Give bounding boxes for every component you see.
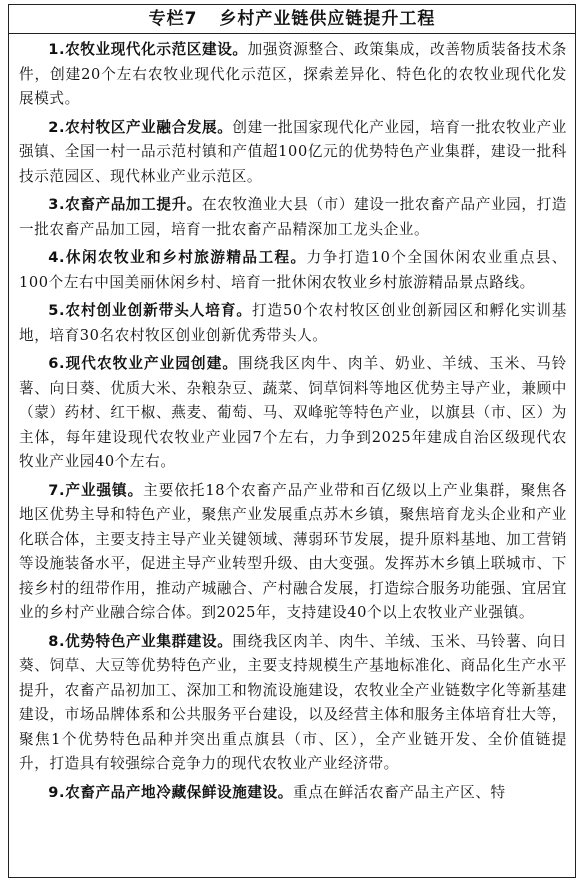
item-5 bbox=[19, 299, 567, 348]
item-9 bbox=[19, 781, 567, 806]
item-text: 主要依托18个农畜产品产业带和百亿级以上产业集群，聚焦各地区优势主导和特色产业，聚焦产业发展重点苏木乡镇，聚焦培育龙头企业和产业化联合体，主要支持主导产业关键领域、薄弱环节发展，提升原料基地、加工营销等设施装备水平，促进主导产业转型升级、由大变强。发挥苏木乡镇上联城市、下接乡村的纽带作用，推动产城融合、产村融合发展，打造综合服务功能强、宜居宜业的乡村产业融合综合体。到2025年，支持建设40个以上农牧业产业强镇。 bbox=[19, 481, 568, 621]
item-text: 加强资源整合、政策集成，改善物质装备技术条件，创建20个左右农牧业现代化示范区，探索差异化、特色化的农牧业现代化发展模式。 bbox=[19, 41, 567, 107]
item-heading: 4.休闲农牧业和乡村旅游精品工程。 bbox=[48, 249, 307, 266]
item-text: 围绕我区肉羊、肉牛、羊绒、玉米、马铃薯、向日葵、饲草、大豆等优势特色产业，主要支持规模生产基地标准化、商品化生产水平提升，农畜产品初加工、深加工和物流设施建设，农牧业全产业链数字化等新基建建设，市场品牌体系和公共服务平台建设，以及经营主体和服务主体培育壮大等，聚焦1个优势特色品种并突出重点旗县（市、区），全产业链开发、全价值链提升，打造具有较强综合竞争力的现代农牧业产业经济带。 bbox=[19, 632, 567, 772]
item-heading: 5.农村创业创新带头人培育。 bbox=[48, 302, 252, 319]
item-3 bbox=[19, 193, 567, 242]
feature-box bbox=[8, 4, 576, 878]
item-text: 打造50个农村牧区创业创新园区和孵化实训基地，培育30名农村牧区创业创新优秀带头人。 bbox=[19, 302, 567, 344]
item-text: 创建一批国家现代化产业园，培育一批农牧业产业强镇、全国一村一品示范村镇和产值超100亿元的优势特色产业集群，建设一批科技示范园区、现代林业产业示范区。 bbox=[19, 118, 567, 185]
item-heading: 2.农村牧区产业融合发展。 bbox=[48, 118, 233, 136]
item-4 bbox=[19, 246, 567, 295]
item-text: 围绕我区肉牛、肉羊、奶业、羊绒、玉米、马铃薯、向日葵、优质大米、杂粮杂豆、蔬菜、饲草饲料等地区优势主导产业，兼顾中（蒙）药材、红干椒、燕麦、葡萄、马、双峰驼等特色产业，以旗县（市、区）为主体，每年建设现代农牧业产业园7个左右，力争到2025年建成自治区级现代农牧业产业园40个左右。 bbox=[19, 355, 567, 470]
item-heading: 7.产业强镇。 bbox=[48, 481, 144, 499]
item-heading: 6.现代农牧业产业园创建。 bbox=[48, 355, 239, 372]
item-1 bbox=[19, 38, 567, 112]
item-text: 重点在鲜活农畜产品主产区、特 bbox=[293, 783, 506, 801]
item-heading: 9.农畜产品产地冷藏保鲜设施建设。 bbox=[48, 783, 293, 801]
box-title-text: 乡村产业链供应链提升工程 bbox=[219, 9, 436, 29]
item-text: 力争打造10个全国休闲农业重点县、100个左右中国美丽休闲乡村、培育一批休闲农牧业乡村旅游精品景点路线。 bbox=[19, 249, 567, 291]
item-2 bbox=[19, 116, 567, 190]
item-7 bbox=[19, 479, 567, 626]
item-heading: 1.农牧业现代化示范区建设。 bbox=[48, 41, 248, 58]
box-title bbox=[9, 5, 575, 34]
item-8 bbox=[19, 630, 567, 777]
item-text: 在农牧渔业大县（市）建设一批农畜产品产业园，打造一批农畜产品加工园，培育一批农畜产品精深加工龙头企业。 bbox=[19, 196, 567, 238]
item-heading: 3.农畜产品加工提升。 bbox=[48, 196, 202, 213]
item-heading: 8.优势特色产业集群建设。 bbox=[48, 632, 233, 650]
item-6 bbox=[19, 352, 567, 475]
box-body bbox=[9, 34, 575, 805]
box-title-label: 专栏7 bbox=[148, 9, 198, 29]
